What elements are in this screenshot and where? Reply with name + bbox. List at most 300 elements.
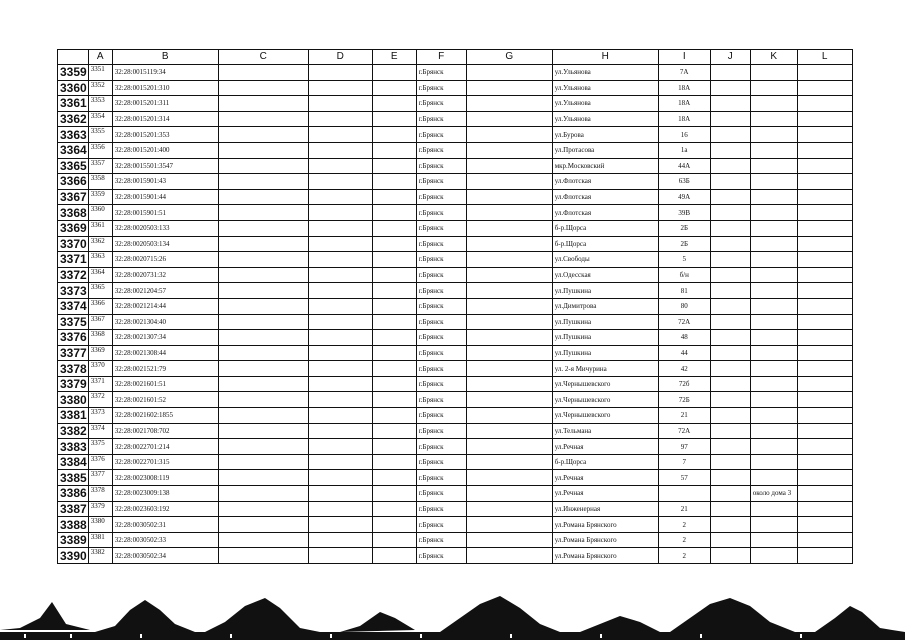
cell-e[interactable]	[372, 517, 416, 533]
cell-j[interactable]	[710, 454, 750, 470]
cell-e[interactable]	[372, 252, 416, 268]
cell-c[interactable]	[218, 283, 308, 299]
cell-f[interactable]: г.Брянск	[416, 408, 466, 424]
cell-a[interactable]: 3355	[88, 127, 112, 143]
cell-k[interactable]	[750, 454, 797, 470]
cell-b[interactable]: 32:28:0015901:43	[112, 174, 218, 190]
cell-j[interactable]	[710, 65, 750, 81]
row-number[interactable]: 3361	[58, 96, 89, 112]
cell-g[interactable]	[466, 298, 552, 314]
cell-k[interactable]	[750, 361, 797, 377]
cell-j[interactable]	[710, 252, 750, 268]
cell-i[interactable]: 57	[658, 470, 710, 486]
row-number[interactable]: 3382	[58, 423, 89, 439]
cell-i[interactable]: 44	[658, 345, 710, 361]
row-number[interactable]: 3369	[58, 220, 89, 236]
cell-l[interactable]	[797, 298, 852, 314]
cell-f[interactable]: г.Брянск	[416, 517, 466, 533]
column-header-c[interactable]: C	[218, 50, 308, 65]
cell-e[interactable]	[372, 236, 416, 252]
cell-c[interactable]	[218, 205, 308, 221]
cell-g[interactable]	[466, 486, 552, 502]
cell-e[interactable]	[372, 361, 416, 377]
cell-i[interactable]: б/н	[658, 267, 710, 283]
cell-h[interactable]: ул.Пушкина	[552, 283, 658, 299]
cell-d[interactable]	[308, 345, 372, 361]
cell-k[interactable]	[750, 345, 797, 361]
cell-g[interactable]	[466, 142, 552, 158]
cell-a[interactable]: 3382	[88, 548, 112, 564]
cell-c[interactable]	[218, 392, 308, 408]
cell-h[interactable]: ул.Бурова	[552, 127, 658, 143]
cell-c[interactable]	[218, 298, 308, 314]
cell-k[interactable]	[750, 501, 797, 517]
cell-j[interactable]	[710, 532, 750, 548]
cell-j[interactable]	[710, 142, 750, 158]
cell-c[interactable]	[218, 158, 308, 174]
cell-c[interactable]	[218, 454, 308, 470]
row-number[interactable]: 3389	[58, 532, 89, 548]
row-number[interactable]: 3387	[58, 501, 89, 517]
cell-f[interactable]: г.Брянск	[416, 220, 466, 236]
cell-c[interactable]	[218, 470, 308, 486]
cell-k[interactable]	[750, 408, 797, 424]
cell-h[interactable]: ул.Флотская	[552, 189, 658, 205]
cell-c[interactable]	[218, 501, 308, 517]
cell-i[interactable]: 72Б	[658, 392, 710, 408]
cell-e[interactable]	[372, 267, 416, 283]
cell-c[interactable]	[218, 252, 308, 268]
cell-h[interactable]: ул.Пушкина	[552, 314, 658, 330]
cell-a[interactable]: 3356	[88, 142, 112, 158]
cell-g[interactable]	[466, 111, 552, 127]
cell-b[interactable]: 32:28:0015119:34	[112, 65, 218, 81]
cell-l[interactable]	[797, 548, 852, 564]
cell-f[interactable]: г.Брянск	[416, 158, 466, 174]
cell-f[interactable]: г.Брянск	[416, 330, 466, 346]
cell-c[interactable]	[218, 330, 308, 346]
cell-i[interactable]	[658, 486, 710, 502]
cell-f[interactable]: г.Брянск	[416, 298, 466, 314]
cell-i[interactable]: 7А	[658, 65, 710, 81]
row-number[interactable]: 3375	[58, 314, 89, 330]
cell-k[interactable]	[750, 96, 797, 112]
cell-k[interactable]	[750, 298, 797, 314]
cell-g[interactable]	[466, 408, 552, 424]
cell-f[interactable]: г.Брянск	[416, 470, 466, 486]
cell-l[interactable]	[797, 330, 852, 346]
cell-b[interactable]: 32:28:0015201:400	[112, 142, 218, 158]
cell-g[interactable]	[466, 127, 552, 143]
cell-a[interactable]: 3380	[88, 517, 112, 533]
cell-l[interactable]	[797, 283, 852, 299]
cell-f[interactable]: г.Брянск	[416, 314, 466, 330]
cell-g[interactable]	[466, 361, 552, 377]
cell-f[interactable]: г.Брянск	[416, 80, 466, 96]
cell-b[interactable]: 32:28:0015201:353	[112, 127, 218, 143]
cell-f[interactable]: г.Брянск	[416, 501, 466, 517]
cell-l[interactable]	[797, 376, 852, 392]
cell-h[interactable]: ул.Пушкина	[552, 330, 658, 346]
cell-k[interactable]	[750, 142, 797, 158]
cell-g[interactable]	[466, 80, 552, 96]
cell-g[interactable]	[466, 174, 552, 190]
row-number[interactable]: 3363	[58, 127, 89, 143]
cell-j[interactable]	[710, 392, 750, 408]
cell-c[interactable]	[218, 345, 308, 361]
cell-e[interactable]	[372, 298, 416, 314]
cell-k[interactable]	[750, 376, 797, 392]
cell-a[interactable]: 3376	[88, 454, 112, 470]
row-number[interactable]: 3362	[58, 111, 89, 127]
cell-d[interactable]	[308, 408, 372, 424]
cell-k[interactable]	[750, 423, 797, 439]
cell-h[interactable]: мкр.Московский	[552, 158, 658, 174]
cell-a[interactable]: 3379	[88, 501, 112, 517]
cell-b[interactable]: 32:28:0023603:192	[112, 501, 218, 517]
cell-a[interactable]: 3369	[88, 345, 112, 361]
cell-e[interactable]	[372, 205, 416, 221]
cell-h[interactable]: ул.Одесская	[552, 267, 658, 283]
cell-h[interactable]: ул.Ульянова	[552, 111, 658, 127]
cell-k[interactable]	[750, 470, 797, 486]
cell-j[interactable]	[710, 548, 750, 564]
cell-g[interactable]	[466, 501, 552, 517]
cell-k[interactable]	[750, 174, 797, 190]
cell-d[interactable]	[308, 127, 372, 143]
cell-k[interactable]	[750, 236, 797, 252]
cell-g[interactable]	[466, 314, 552, 330]
cell-f[interactable]: г.Брянск	[416, 439, 466, 455]
cell-l[interactable]	[797, 205, 852, 221]
cell-i[interactable]: 2Б	[658, 236, 710, 252]
cell-h[interactable]: ул.Флотская	[552, 174, 658, 190]
cell-b[interactable]: 32:28:0020715:26	[112, 252, 218, 268]
cell-j[interactable]	[710, 408, 750, 424]
cell-c[interactable]	[218, 423, 308, 439]
cell-h[interactable]: ул.Речная	[552, 486, 658, 502]
cell-j[interactable]	[710, 423, 750, 439]
cell-c[interactable]	[218, 314, 308, 330]
cell-l[interactable]	[797, 80, 852, 96]
cell-a[interactable]: 3357	[88, 158, 112, 174]
cell-f[interactable]: г.Брянск	[416, 236, 466, 252]
cell-k[interactable]	[750, 532, 797, 548]
cell-c[interactable]	[218, 517, 308, 533]
cell-i[interactable]: 63Б	[658, 174, 710, 190]
column-header-k[interactable]: K	[750, 50, 797, 65]
cell-b[interactable]: 32:28:0015201:310	[112, 80, 218, 96]
cell-g[interactable]	[466, 548, 552, 564]
cell-b[interactable]: 32:28:0030502:34	[112, 548, 218, 564]
cell-g[interactable]	[466, 470, 552, 486]
row-number[interactable]: 3360	[58, 80, 89, 96]
cell-e[interactable]	[372, 283, 416, 299]
cell-e[interactable]	[372, 111, 416, 127]
cell-k[interactable]	[750, 127, 797, 143]
cell-l[interactable]	[797, 392, 852, 408]
cell-h[interactable]: ул.Ульянова	[552, 80, 658, 96]
row-number[interactable]: 3379	[58, 376, 89, 392]
cell-a[interactable]: 3373	[88, 408, 112, 424]
cell-b[interactable]: 32:28:0015201:311	[112, 96, 218, 112]
cell-k[interactable]	[750, 189, 797, 205]
cell-h[interactable]: ул.Инженерная	[552, 501, 658, 517]
cell-b[interactable]: 32:28:0021214:44	[112, 298, 218, 314]
cell-e[interactable]	[372, 454, 416, 470]
cell-l[interactable]	[797, 470, 852, 486]
cell-a[interactable]: 3381	[88, 532, 112, 548]
cell-l[interactable]	[797, 454, 852, 470]
cell-a[interactable]: 3378	[88, 486, 112, 502]
cell-b[interactable]: 32:28:0015501:3547	[112, 158, 218, 174]
cell-l[interactable]	[797, 517, 852, 533]
cell-k[interactable]	[750, 80, 797, 96]
cell-f[interactable]: г.Брянск	[416, 454, 466, 470]
column-header-e[interactable]: E	[372, 50, 416, 65]
cell-e[interactable]	[372, 345, 416, 361]
cell-f[interactable]: г.Брянск	[416, 376, 466, 392]
cell-e[interactable]	[372, 127, 416, 143]
cell-k[interactable]: около дома 3	[750, 486, 797, 502]
cell-g[interactable]	[466, 376, 552, 392]
cell-a[interactable]: 3375	[88, 439, 112, 455]
row-number[interactable]: 3365	[58, 158, 89, 174]
cell-b[interactable]: 32:28:0015201:314	[112, 111, 218, 127]
cell-k[interactable]	[750, 439, 797, 455]
cell-b[interactable]: 32:28:0030502:31	[112, 517, 218, 533]
cell-f[interactable]: г.Брянск	[416, 532, 466, 548]
cell-d[interactable]	[308, 80, 372, 96]
cell-f[interactable]: г.Брянск	[416, 142, 466, 158]
cell-i[interactable]: 16	[658, 127, 710, 143]
cell-g[interactable]	[466, 532, 552, 548]
cell-j[interactable]	[710, 220, 750, 236]
cell-l[interactable]	[797, 111, 852, 127]
cell-l[interactable]	[797, 252, 852, 268]
cell-f[interactable]: г.Брянск	[416, 267, 466, 283]
cell-d[interactable]	[308, 236, 372, 252]
cell-d[interactable]	[308, 111, 372, 127]
cell-k[interactable]	[750, 283, 797, 299]
cell-i[interactable]: 39В	[658, 205, 710, 221]
row-number[interactable]: 3383	[58, 439, 89, 455]
cell-e[interactable]	[372, 314, 416, 330]
cell-a[interactable]: 3359	[88, 189, 112, 205]
cell-g[interactable]	[466, 220, 552, 236]
cell-i[interactable]: 2	[658, 548, 710, 564]
column-header-i[interactable]: I	[658, 50, 710, 65]
cell-e[interactable]	[372, 142, 416, 158]
cell-i[interactable]: 21	[658, 501, 710, 517]
cell-c[interactable]	[218, 127, 308, 143]
row-number[interactable]: 3366	[58, 174, 89, 190]
cell-a[interactable]: 3368	[88, 330, 112, 346]
cell-d[interactable]	[308, 220, 372, 236]
cell-a[interactable]: 3353	[88, 96, 112, 112]
cell-j[interactable]	[710, 111, 750, 127]
cell-b[interactable]: 32:28:0021204:57	[112, 283, 218, 299]
row-number[interactable]: 3385	[58, 470, 89, 486]
cell-d[interactable]	[308, 142, 372, 158]
cell-l[interactable]	[797, 267, 852, 283]
cell-a[interactable]: 3361	[88, 220, 112, 236]
row-number[interactable]: 3372	[58, 267, 89, 283]
cell-c[interactable]	[218, 532, 308, 548]
cell-j[interactable]	[710, 345, 750, 361]
cell-f[interactable]: г.Брянск	[416, 548, 466, 564]
cell-i[interactable]: 7	[658, 454, 710, 470]
cell-d[interactable]	[308, 267, 372, 283]
cell-i[interactable]: 81	[658, 283, 710, 299]
cell-d[interactable]	[308, 439, 372, 455]
cell-a[interactable]: 3370	[88, 361, 112, 377]
cell-k[interactable]	[750, 548, 797, 564]
cell-e[interactable]	[372, 376, 416, 392]
cell-i[interactable]: 2	[658, 517, 710, 533]
cell-e[interactable]	[372, 220, 416, 236]
cell-g[interactable]	[466, 236, 552, 252]
cell-f[interactable]: г.Брянск	[416, 283, 466, 299]
cell-c[interactable]	[218, 267, 308, 283]
cell-f[interactable]: г.Брянск	[416, 205, 466, 221]
cell-h[interactable]: ул.Чернышевского	[552, 392, 658, 408]
cell-g[interactable]	[466, 423, 552, 439]
cell-d[interactable]	[308, 314, 372, 330]
cell-c[interactable]	[218, 236, 308, 252]
cell-j[interactable]	[710, 470, 750, 486]
cell-g[interactable]	[466, 345, 552, 361]
cell-d[interactable]	[308, 158, 372, 174]
cell-l[interactable]	[797, 65, 852, 81]
cell-d[interactable]	[308, 454, 372, 470]
cell-j[interactable]	[710, 361, 750, 377]
column-header-a[interactable]: A	[88, 50, 112, 65]
cell-b[interactable]: 32:28:0022701:214	[112, 439, 218, 455]
cell-d[interactable]	[308, 517, 372, 533]
cell-c[interactable]	[218, 439, 308, 455]
cell-c[interactable]	[218, 96, 308, 112]
cell-c[interactable]	[218, 174, 308, 190]
cell-a[interactable]: 3377	[88, 470, 112, 486]
cell-f[interactable]: г.Брянск	[416, 345, 466, 361]
cell-a[interactable]: 3360	[88, 205, 112, 221]
cell-h[interactable]: ул.Ульянова	[552, 96, 658, 112]
cell-e[interactable]	[372, 392, 416, 408]
cell-h[interactable]: ул.Тельмана	[552, 423, 658, 439]
cell-g[interactable]	[466, 439, 552, 455]
cell-l[interactable]	[797, 408, 852, 424]
cell-h[interactable]: ул.Речная	[552, 470, 658, 486]
row-number[interactable]: 3359	[58, 65, 89, 81]
cell-l[interactable]	[797, 486, 852, 502]
cell-l[interactable]	[797, 142, 852, 158]
cell-g[interactable]	[466, 96, 552, 112]
cell-b[interactable]: 32:28:0030502:33	[112, 532, 218, 548]
cell-f[interactable]: г.Брянск	[416, 65, 466, 81]
cell-k[interactable]	[750, 392, 797, 408]
cell-j[interactable]	[710, 298, 750, 314]
cell-k[interactable]	[750, 252, 797, 268]
cell-f[interactable]: г.Брянск	[416, 174, 466, 190]
cell-i[interactable]: 49А	[658, 189, 710, 205]
cell-b[interactable]: 32:28:0021601:52	[112, 392, 218, 408]
cell-e[interactable]	[372, 408, 416, 424]
cell-d[interactable]	[308, 330, 372, 346]
cell-g[interactable]	[466, 392, 552, 408]
cell-g[interactable]	[466, 189, 552, 205]
cell-l[interactable]	[797, 158, 852, 174]
cell-f[interactable]: г.Брянск	[416, 423, 466, 439]
cell-i[interactable]: 5	[658, 252, 710, 268]
row-number[interactable]: 3388	[58, 517, 89, 533]
cell-j[interactable]	[710, 501, 750, 517]
cell-e[interactable]	[372, 532, 416, 548]
cell-k[interactable]	[750, 158, 797, 174]
cell-d[interactable]	[308, 174, 372, 190]
cell-i[interactable]: 2	[658, 532, 710, 548]
cell-h[interactable]: ул.Протасова	[552, 142, 658, 158]
cell-b[interactable]: 32:28:0023008:119	[112, 470, 218, 486]
cell-e[interactable]	[372, 486, 416, 502]
cell-e[interactable]	[372, 548, 416, 564]
cell-c[interactable]	[218, 486, 308, 502]
cell-b[interactable]: 32:28:0015901:44	[112, 189, 218, 205]
column-header-h[interactable]: H	[552, 50, 658, 65]
column-header-l[interactable]: L	[797, 50, 852, 65]
cell-c[interactable]	[218, 376, 308, 392]
cell-k[interactable]	[750, 111, 797, 127]
cell-i[interactable]: 97	[658, 439, 710, 455]
cell-i[interactable]: 21	[658, 408, 710, 424]
cell-g[interactable]	[466, 330, 552, 346]
cell-e[interactable]	[372, 65, 416, 81]
cell-h[interactable]: ул.Чернышевского	[552, 408, 658, 424]
cell-i[interactable]: 18А	[658, 96, 710, 112]
cell-a[interactable]: 3365	[88, 283, 112, 299]
cell-j[interactable]	[710, 80, 750, 96]
cell-c[interactable]	[218, 111, 308, 127]
cell-j[interactable]	[710, 314, 750, 330]
cell-i[interactable]: 80	[658, 298, 710, 314]
cell-d[interactable]	[308, 423, 372, 439]
row-number[interactable]: 3364	[58, 142, 89, 158]
cell-e[interactable]	[372, 423, 416, 439]
cell-g[interactable]	[466, 454, 552, 470]
cell-h[interactable]: ул.Романа Брянского	[552, 517, 658, 533]
cell-d[interactable]	[308, 532, 372, 548]
cell-h[interactable]: ул. 2-я Мичурина	[552, 361, 658, 377]
cell-h[interactable]: ул.Романа Брянского	[552, 532, 658, 548]
row-number[interactable]: 3368	[58, 205, 89, 221]
cell-f[interactable]: г.Брянск	[416, 392, 466, 408]
cell-f[interactable]: г.Брянск	[416, 111, 466, 127]
cell-b[interactable]: 32:28:0015901:51	[112, 205, 218, 221]
cell-a[interactable]: 3352	[88, 80, 112, 96]
cell-j[interactable]	[710, 127, 750, 143]
cell-c[interactable]	[218, 361, 308, 377]
cell-g[interactable]	[466, 65, 552, 81]
cell-i[interactable]: 72А	[658, 314, 710, 330]
cell-c[interactable]	[218, 65, 308, 81]
cell-e[interactable]	[372, 439, 416, 455]
cell-l[interactable]	[797, 439, 852, 455]
cell-a[interactable]: 3354	[88, 111, 112, 127]
cell-a[interactable]: 3367	[88, 314, 112, 330]
cell-k[interactable]	[750, 267, 797, 283]
cell-g[interactable]	[466, 283, 552, 299]
cell-e[interactable]	[372, 80, 416, 96]
